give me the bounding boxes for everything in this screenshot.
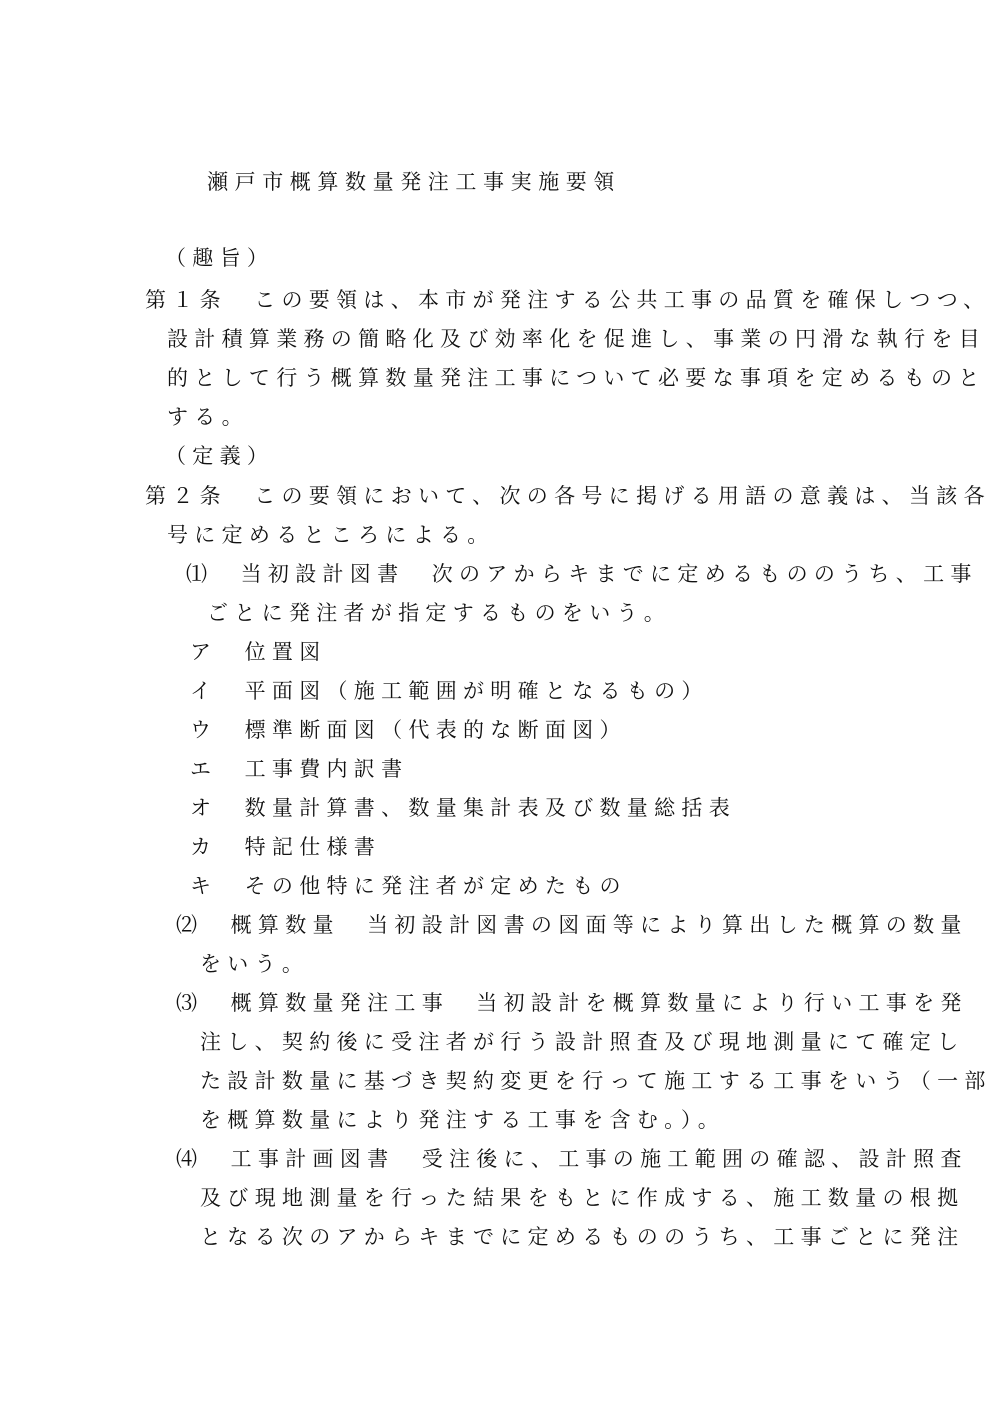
- sub-item-e: エ 工事費内訳書: [190, 757, 409, 781]
- sub-item-u: ウ 標準断面図（代表的な断面図）: [190, 718, 627, 742]
- article-1-line-1: 第１条 この要領は、本市が発注する公共工事の品質を確保しつつ、: [145, 288, 991, 312]
- article-2-line-2: 号に定めるところによる。: [167, 523, 495, 547]
- item-2-line-1: ⑵ 概算数量 当初設計図書の図面等により算出した概算の数量: [176, 913, 968, 937]
- item-4-line-3: となる次のアからキまでに定めるもののうち、工事ごとに発注: [200, 1225, 965, 1249]
- article-1-line-2: 設計積算業務の簡略化及び効率化を促進し、事業の円滑な執行を目: [167, 327, 986, 351]
- item-3-line-1: ⑶ 概算数量発注工事 当初設計を概算数量により行い工事を発: [176, 991, 968, 1015]
- section-heading-purpose: （趣旨）: [165, 246, 275, 270]
- item-4-line-1: ⑷ 工事計画図書 受注後に、工事の施工範囲の確認、設計照査: [176, 1147, 968, 1171]
- item-1-line-2: ごとに発注者が指定するものをいう。: [207, 601, 672, 625]
- sub-item-ki: キ その他特に発注者が定めたもの: [190, 874, 627, 898]
- item-1-line-1: ⑴ 当初設計図書 次のアからキまでに定めるもののうち、工事: [186, 562, 978, 586]
- item-3-line-4: を概算数量により発注する工事を含む。）。: [200, 1108, 725, 1132]
- sub-item-i: イ 平面図（施工範囲が明確となるもの）: [190, 679, 709, 703]
- article-2-line-1: 第２条 この要領において、次の各号に掲げる用語の意義は、当該各: [145, 484, 991, 508]
- item-4-line-2: 及び現地測量を行った結果をもとに作成する、施工数量の根拠: [200, 1186, 965, 1210]
- article-1-line-4: する。: [167, 405, 249, 429]
- item-3-line-3: た設計数量に基づき契約変更を行って施工する工事をいう（一部: [200, 1069, 992, 1093]
- sub-item-o: オ 数量計算書、数量集計表及び数量総括表: [190, 796, 736, 820]
- item-3-line-2: 注し、契約後に受注者が行う設計照査及び現地測量にて確定し: [200, 1030, 965, 1054]
- sub-item-a: ア 位置図: [190, 640, 327, 664]
- sub-item-ka: カ 特記仕様書: [190, 835, 382, 859]
- item-2-line-2: をいう。: [200, 952, 310, 976]
- document-title: 瀬戸市概算数量発注工事実施要領: [207, 170, 621, 194]
- article-1-line-3: 的として行う概算数量発注工事について必要な事項を定めるものと: [167, 366, 986, 390]
- section-heading-definitions: （定義）: [165, 444, 275, 468]
